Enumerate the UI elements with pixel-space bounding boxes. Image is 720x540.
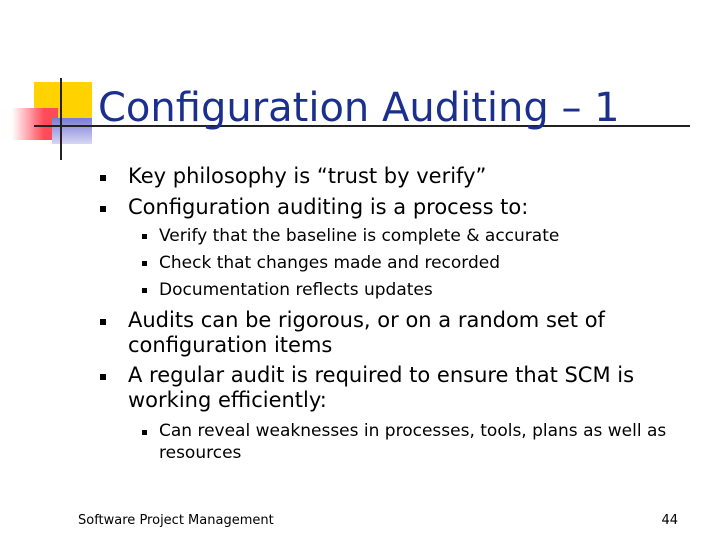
bullet-item: Audits can be rigorous, or on a random set of configuration items [128, 308, 605, 357]
slide-number: 44 [661, 513, 678, 528]
sub-bullet-item: Check that changes made and recorded [159, 253, 501, 273]
sub-bullet-item: Verify that the baseline is complete & accurate [159, 226, 560, 246]
footer-course: Software Project Management [78, 513, 274, 528]
decor-vertical-line [60, 78, 62, 160]
bullet-marker [100, 374, 106, 380]
sub-bullet-marker [142, 288, 147, 293]
bullet-marker [100, 175, 106, 181]
bullet-item: A regular audit is required to ensure that SCM is working efficiently: [128, 363, 635, 412]
sub-bullet-marker [142, 430, 147, 435]
bullet-item: Key philosophy is “trust by verify” [128, 164, 487, 188]
bullet-marker [100, 319, 106, 325]
sub-bullet-item: Documentation reflects updates [159, 280, 433, 300]
bullet-marker [100, 206, 106, 212]
sub-bullet-marker [142, 234, 147, 239]
sub-bullet-marker [142, 261, 147, 266]
sub-bullet-item: Can reveal weaknesses in processes, tools, plans as well as resources [159, 421, 667, 463]
bullet-item: Configuration auditing is a process to: [128, 195, 529, 219]
decor-blue-square [52, 118, 92, 144]
slide-title: Configuration Auditing – 1 [98, 85, 620, 131]
